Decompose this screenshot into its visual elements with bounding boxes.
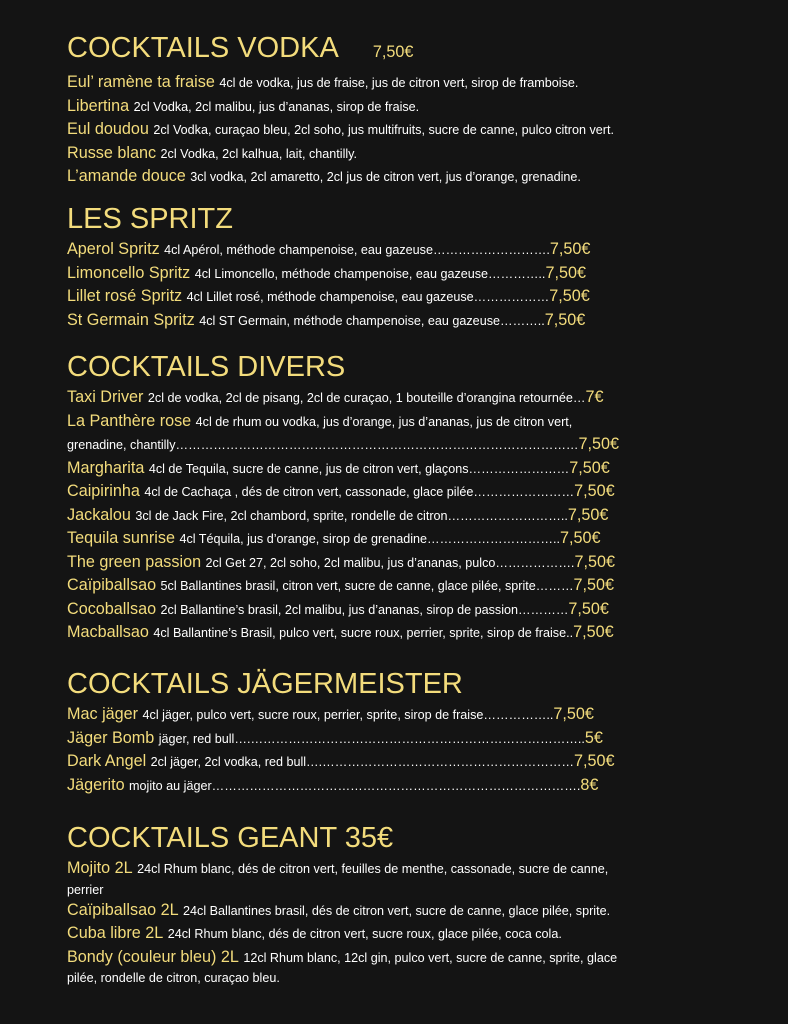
item-price: 5€	[584, 728, 603, 747]
item-name: L’amande douce	[67, 167, 186, 185]
menu-item	[67, 142, 614, 166]
menu-item	[67, 899, 727, 923]
item-desc-line2: grenadine, chantilly……………………………………………………………………………………	[67, 438, 579, 452]
item-desc: 4cl ST Germain, méthode champenoise, eau gazeuse………..	[199, 313, 545, 328]
item-name: Eul doudou	[67, 120, 149, 138]
item-price: 7,50€	[578, 435, 620, 453]
item-desc: 4cl Téquila, jus d’orange, sirop de grenadine…………………………..	[179, 532, 560, 546]
item-desc: 3cl de Jack Fire, 2cl chambord, sprite, rondelle de citron………………………..	[135, 508, 568, 523]
menu-item	[67, 285, 590, 309]
item-name: Eul’ ramène ta fraise	[67, 73, 215, 91]
item-name: Jäger Bomb	[67, 728, 155, 747]
menu-item	[67, 309, 590, 333]
menu-item	[67, 774, 615, 798]
menu-item	[67, 750, 615, 774]
menu-item	[67, 727, 615, 751]
item-price: 7,50€	[549, 287, 590, 305]
item-price: 7,50€	[567, 505, 609, 524]
menu-item	[67, 71, 614, 95]
item-desc: 4cl de rhum ou vodka, jus d’orange, jus d’ananas, jus de citron vert,	[195, 414, 573, 429]
menu-item	[67, 857, 727, 881]
item-name: Tequila sunrise	[67, 529, 175, 547]
menu-item	[67, 551, 619, 575]
item-desc: 24cl Rhum blanc, dés de citron vert, feuilles de menthe, cassonade, sucre de canne,	[137, 862, 609, 876]
section-title-text: COCKTAILS VODKA	[67, 32, 339, 64]
menu-item	[67, 410, 619, 434]
menu-item	[67, 238, 590, 262]
item-name: Bondy (couleur bleu) 2L	[67, 947, 239, 966]
item-name: The green passion	[67, 552, 202, 571]
menu-item	[67, 457, 619, 481]
menu-item	[67, 118, 614, 142]
item-name: Jackalou	[67, 505, 131, 524]
item-desc: 2cl Ballantine’s brasil, 2cl malibu, jus d’ananas, sirop de passion…………	[160, 602, 569, 617]
item-price: 8€	[580, 775, 599, 794]
item-price: 7,50€	[553, 705, 594, 723]
item-name: Limoncello Spritz	[67, 263, 191, 282]
item-price: 7,50€	[568, 599, 609, 618]
item-name: La Panthère rose	[67, 411, 192, 430]
item-desc-line2: pilée, rondelle de citron, curaçao bleu.	[67, 971, 280, 985]
item-desc: 4cl Limoncello, méthode champenoise, eau gazeuse…………..	[194, 266, 546, 281]
item-desc: 2cl jäger, 2cl vodka, red bull….……………………………………………………	[150, 755, 575, 769]
item-price: 7,50€	[574, 552, 615, 571]
section-geant	[67, 822, 727, 987]
item-desc-line2: perrier	[67, 882, 104, 897]
item-name: Russe blanc	[67, 143, 157, 162]
item-price: 7,50€	[573, 623, 614, 641]
item-desc: 4cl de vodka, jus de fraise, jus de citron vert, sirop de framboise.	[219, 76, 579, 90]
section-title: COCKTAILS GEANT 35€	[67, 822, 394, 854]
item-price: 7,50€	[574, 482, 615, 500]
item-name: Aperol Spritz	[67, 240, 160, 258]
item-desc: 4cl jäger, pulco vert, sucre roux, perrier, sprite, sirop de fraise……………..	[142, 708, 554, 722]
section-title: COCKTAILS DIVERS	[67, 351, 346, 383]
item-price: 7,50€	[569, 458, 610, 477]
section-title	[67, 32, 614, 68]
item-name: Cocoballsao	[67, 599, 157, 618]
item-desc: 4cl Apérol, méthode champenoise, eau gazeuse……………………….	[164, 243, 550, 257]
menu-item	[67, 504, 619, 528]
item-desc: 3cl vodka, 2cl amaretto, 2cl jus de citron vert, jus d’orange, grenadine.	[190, 170, 581, 184]
item-name: Margharita	[67, 458, 145, 477]
section-vodka	[67, 32, 614, 189]
menu-item	[67, 480, 619, 504]
item-desc: 2cl Vodka, 2cl malibu, jus d’ananas, sirop de fraise.	[133, 99, 420, 114]
item-name: Mac jäger	[67, 705, 139, 723]
menu-item	[67, 386, 619, 410]
menu-item	[67, 703, 615, 727]
item-price: 7,50€	[574, 752, 615, 770]
item-desc: 4cl Ballantine’s Brasil, pulco vert, sucre roux, perrier, sprite, sirop de fraise..	[153, 626, 574, 640]
item-name: Caipirinha	[67, 482, 140, 500]
item-desc: 5cl Ballantines brasil, citron vert, sucre de canne, glace pilée, sprite………	[160, 579, 574, 593]
item-desc: 2cl de vodka, 2cl de pisang, 2cl de curaçao, 1 bouteille d’orangina retournée…	[147, 391, 586, 405]
item-desc: 2cl Vodka, curaçao bleu, 2cl soho, jus multifruits, sucre de canne, pulco citron vert.	[153, 123, 614, 137]
item-name: Macballsao	[67, 623, 149, 641]
menu-item	[67, 95, 614, 119]
menu-item	[67, 527, 619, 551]
section-title: LES SPRITZ	[67, 203, 233, 235]
section-divers	[67, 351, 619, 645]
item-name: St Germain Spritz	[67, 310, 195, 329]
item-desc: 4cl de Tequila, sucre de canne, jus de citron vert, glaçons……………………	[148, 461, 570, 476]
item-name: Caïpiballsao 2L	[67, 900, 179, 919]
menu-item	[67, 165, 614, 189]
item-price: 7,50€	[559, 529, 601, 547]
item-desc: jäger, red bull….……………………………………………………………………..	[158, 731, 585, 746]
item-price: 7,50€	[573, 576, 615, 594]
section-jagermeister	[67, 668, 615, 797]
item-name: Lillet rosé Spritz	[67, 287, 183, 305]
item-price: 7,50€	[549, 240, 591, 258]
section-title: COCKTAILS JÄGERMEISTER	[67, 668, 463, 700]
item-name: Jägerito	[67, 775, 125, 794]
item-desc: 24cl Rhum blanc, dés de citron vert, sucre roux, glace pilée, coca cola.	[167, 927, 562, 941]
item-desc: 12cl Rhum blanc, 12cl gin, pulco vert, sucre de canne, sprite, glace	[243, 950, 618, 965]
menu-item-continuation	[67, 433, 619, 457]
menu-item	[67, 946, 727, 970]
item-price: 7,50€	[545, 263, 586, 282]
item-desc: 2cl Get 27, 2cl soho, 2cl malibu, jus d’ananas, pulco……………….	[205, 555, 575, 570]
item-name: Dark Angel	[67, 752, 147, 770]
item-name: Taxi Driver	[67, 388, 144, 406]
item-desc: 24cl Ballantines brasil, dés de citron vert, sucre de canne, glace pilée, sprite.	[183, 903, 611, 918]
menu-item	[67, 574, 619, 598]
item-desc: 4cl Lillet rosé, méthode champenoise, eau gazeuse………………	[186, 290, 550, 304]
menu-item	[67, 922, 727, 946]
item-price: 7,50€	[544, 310, 586, 329]
menu-item	[67, 262, 590, 286]
item-desc: 2cl Vodka, 2cl kalhua, lait, chantilly.	[160, 146, 358, 161]
menu-item	[67, 598, 619, 622]
item-name: Mojito 2L	[67, 859, 133, 877]
item-name: Cuba libre 2L	[67, 924, 164, 942]
item-name: Caïpiballsao	[67, 576, 157, 594]
item-price: 7€	[585, 388, 604, 406]
item-desc: mojito au jäger…………………………………………………………………………….	[129, 778, 581, 793]
item-name: Libertina	[67, 96, 130, 115]
item-desc: 4cl de Cachaça , dés de citron vert, cassonade, glace pilée……………………	[144, 485, 575, 499]
section-price: 7,50€	[372, 43, 414, 61]
section-spritz	[67, 203, 590, 332]
menu-item	[67, 621, 619, 645]
